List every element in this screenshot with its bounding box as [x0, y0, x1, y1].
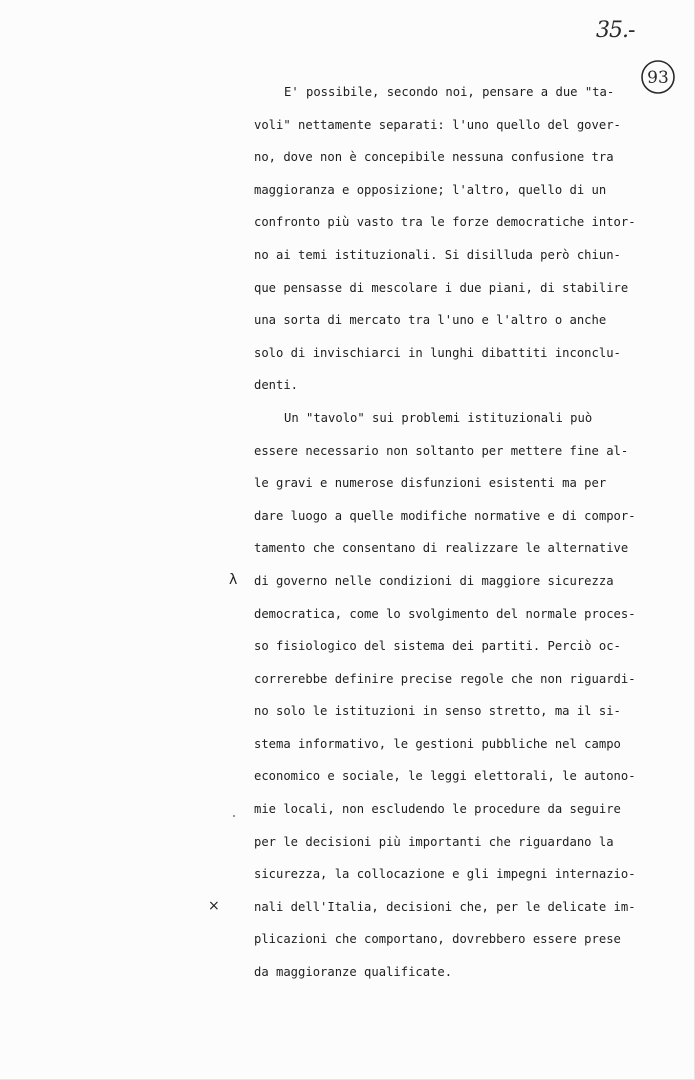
text-line: le gravi e numerose disfunzioni esistenti ma per: [254, 476, 607, 491]
text-line: no solo le istituzioni in senso stretto, ma il si-: [254, 704, 621, 719]
margin-correction-mark: ×: [208, 898, 220, 914]
text-line: da maggioranze qualificate.: [254, 965, 453, 980]
text-line: una sorta di mercato tra l'uno e l'altro o anche: [254, 313, 607, 328]
text-line: confronto più vasto tra le forze democratiche intor-: [254, 215, 636, 230]
text-line: Un "tavolo" sui problemi istituzionali può: [284, 410, 593, 425]
text-line: E' possibile, secondo noi, pensare a due "ta-: [284, 85, 615, 99]
text-line: correrebbe definire precise regole che non riguardi-: [254, 671, 636, 686]
text-line: economico e sociale, le leggi elettorali, le autono-: [254, 769, 636, 784]
text-line: maggioranza e opposizione; l'altro, quello di un: [254, 182, 607, 197]
text-line: que pensasse di mescolare i due piani, di stabilire: [254, 280, 629, 295]
text-line: di governo nelle condizioni di maggiore sicurezza: [254, 573, 614, 588]
text-line: democratica, come lo svolgimento del normale proces-: [254, 606, 636, 621]
text-line: per le decisioni più importanti che riguardano la: [254, 834, 614, 849]
page-number: 35.-: [596, 18, 635, 43]
text-line: solo di invischiarci in lunghi dibattiti inconclu-: [254, 345, 621, 360]
text-line: mie locali, non escludendo le procedure da seguire: [254, 802, 621, 817]
text-line: essere necessario non soltanto per mettere fine al-: [254, 443, 629, 458]
paper-speck: [233, 815, 235, 817]
archive-stamp: [639, 58, 677, 96]
stamp-number: 93: [647, 68, 669, 88]
text-line: sicurezza, la collocazione e gli impegni internazio-: [254, 867, 636, 882]
margin-correction-mark: λ: [229, 572, 238, 588]
text-line: tamento che consentano di realizzare le alternative: [254, 541, 629, 556]
typewritten-text: [254, 76, 636, 989]
text-line: no, dove non è concepibile nessuna confusione tra: [254, 150, 614, 165]
text-line: plicazioni che comportano, dovrebbero essere prese: [254, 932, 621, 947]
text-line: stema informativo, le gestioni pubbliche nel campo: [254, 736, 621, 751]
text-line: dare luogo a quelle modifiche normative e di compor-: [254, 508, 636, 523]
text-line: voli" nettamente separati: l'uno quello del gover-: [254, 117, 621, 132]
text-line: so fisiologico del sistema dei partiti. Perciò oc-: [254, 639, 621, 654]
text-line: no ai temi istituzionali. Si disilluda però chiun-: [254, 247, 621, 262]
text-line: denti.: [254, 378, 299, 393]
text-line: nali dell'Italia, decisioni che, per le delicate im-: [254, 899, 636, 914]
